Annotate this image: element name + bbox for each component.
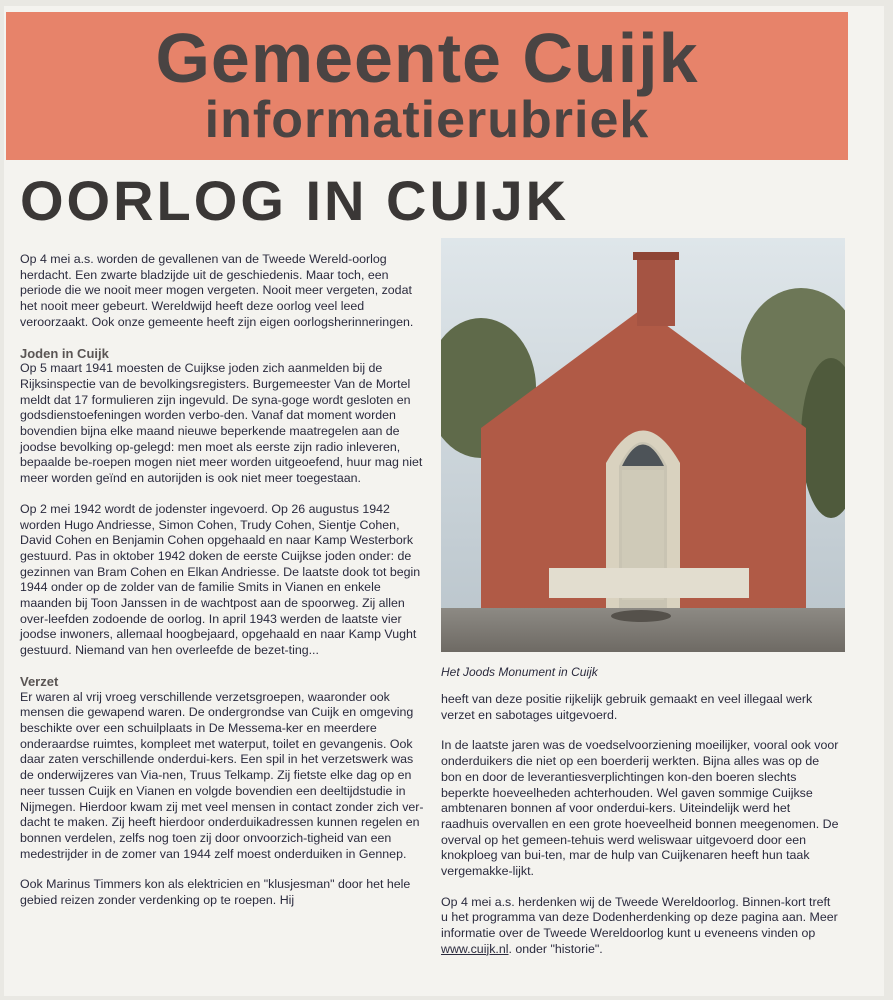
monument-photo (441, 238, 845, 652)
masthead-title: Gemeente Cuijk (155, 19, 699, 97)
paragraph: In de laatste jaren was de voedselvoorziening moeilijker, vooral ook voor onderduikers die niet op een boerderij werkten. Bijna alles was op de bon en door de leverantiesverplichtingen kon-den boeren slechts beperkte hoeveelheden achterhouden. Wel gaven sommige Cuijkse ambtenaren bonnen af voor onderdui-kers. Uiteindelijk werd het raadhuis overvallen en een grote hoeveelheid bonnen meegenomen. De overval op het gemeen-tehuis werd weliswaar uitgevoerd door een knokploeg van bui-ten, mar de hulp van Cuijkenaren heeft hun taak vergemakke-lijkt. (441, 738, 839, 879)
website-link[interactable]: www.cuijk.nl (441, 941, 509, 956)
paragraph: heeft van deze positie rijkelijk gebruik gemaakt en veel illegaal werk verzet en sabotages uitgevoerd. (441, 692, 813, 722)
right-column (441, 692, 839, 973)
masthead (6, 12, 848, 160)
closing-suffix: . onder "historie". (508, 941, 603, 956)
photo-caption: Het Joods Monument in Cuijk (441, 665, 598, 679)
paragraph: Ook Marinus Timmers kon als elektricien en "klusjesman" door het hele gebied reizen zonder verdenking op te roepen. Hij (20, 877, 411, 908)
monument-illustration (441, 238, 845, 652)
article-headline: OORLOG IN CUIJK (20, 169, 570, 232)
section-heading-verzet: Verzet (20, 673, 59, 689)
closing-text: Op 4 mei a.s. herdenken wij de Tweede Wereldoorlog. Binnen-kort treft u het programma van deze Dodenherdenking op deze pagina aan. Meer informatie over de Tweede Wereldoorlog kunt u eveneens vinden op (441, 894, 838, 941)
closing-paragraph (441, 895, 839, 958)
intro-paragraph: Op 4 mei a.s. worden de gevallenen van de Tweede Wereld-oorlog herdacht. Een zwarte bladzijde uit de geschiedenis. Maar toch, een periode die we nooit meer mogen vergeten. Nooit meer vergeten, zodat het nooit meer gebeurt. Wereldwijd heeft deze oorlog veel leed veroorzaakt. Ook onze gemeente heeft zijn eigen oorlogsherinneringen. (20, 252, 414, 329)
section-heading-joden: Joden in Cuijk (20, 345, 109, 361)
paragraph: Er waren al vrij vroeg verschillende verzetsgroepen, waaronder ook mensen die gewapend waren. De ondergrondse van Cuijk en omgeving beschikte over een schuilplaats in De Messema-ker en meerdere onderaardse ruimtes, kompleet met waterput, toilet en gevangenis. Ook daar zaten verschillende onderdui-kers. Een spil in het verzetswerk was de onderwijzeres van Via-nen, Truus Telkamp. Zij fietste elke dag op en neer tussen Cuijk en Vianen en volgde bovendien een deeltijdstudie in Nijmegen. Hierdoor kwam zij met veel mensen in contact zonder zich ver-dacht te maken. Zij heeft hierdoor onderduikadressen kunnen regelen en bonnen verdelen, zelfs nog toen zij door onvoorzich-tigheid van een medestrijder in de zomer van 1944 zelf moest onderduiken in Gennep. (20, 689, 424, 861)
paragraph: Op 2 mei 1942 wordt de jodenster ingevoerd. Op 26 augustus 1942 worden Hugo Andriesse, Simon Cohen, Trudy Cohen, Sientje Cohen, David Cohen en Benjamin Cohen opgehaald en naar Kamp Westerbork gestuurd. Pas in oktober 1942 doken de eerste Cuijkse joden onder: de gezinnen van Bram Cohen en Elkan Andriesse. De laatste dook tot begin 1944 onder op de zolder van de familie Smits in Vianen en enkele maanden bij Toon Janssen in de wachtpost aan de spoorweg. Zij allen over-leefden zodoende de oorlog. In april 1943 werden de laatste vier joodse inwoners, allemaal hoogbejaard, opgehaald en naar Kamp Vught gestuurd. Niemand van hen overleefde de bezet-ting... (20, 501, 421, 658)
masthead-subtitle: informatierubriek (204, 91, 650, 149)
paragraph: Op 5 maart 1941 moesten de Cuijkse joden zich aanmelden bij de Rijksinspectie van de bevolkingsregisters. Burgemeester Van de Mortel meldt dat 17 formulieren zijn ingevuld. De syna-goge wordt gesloten en godsdienstoefeningen worden verbo-den. Vanaf dat moment worden bovendien bijna elke maand nieuwe beperkende maatregelen aan de joodse bevolking op-gelegd: men moet als eerste zijn radio inleveren, bepaalde be-roepen mogen niet meer worden uitgeoefend, huur mag niet meer worden geïnd en autorijden is ook niet meer toegestaan. (20, 361, 423, 486)
left-column (20, 252, 428, 924)
